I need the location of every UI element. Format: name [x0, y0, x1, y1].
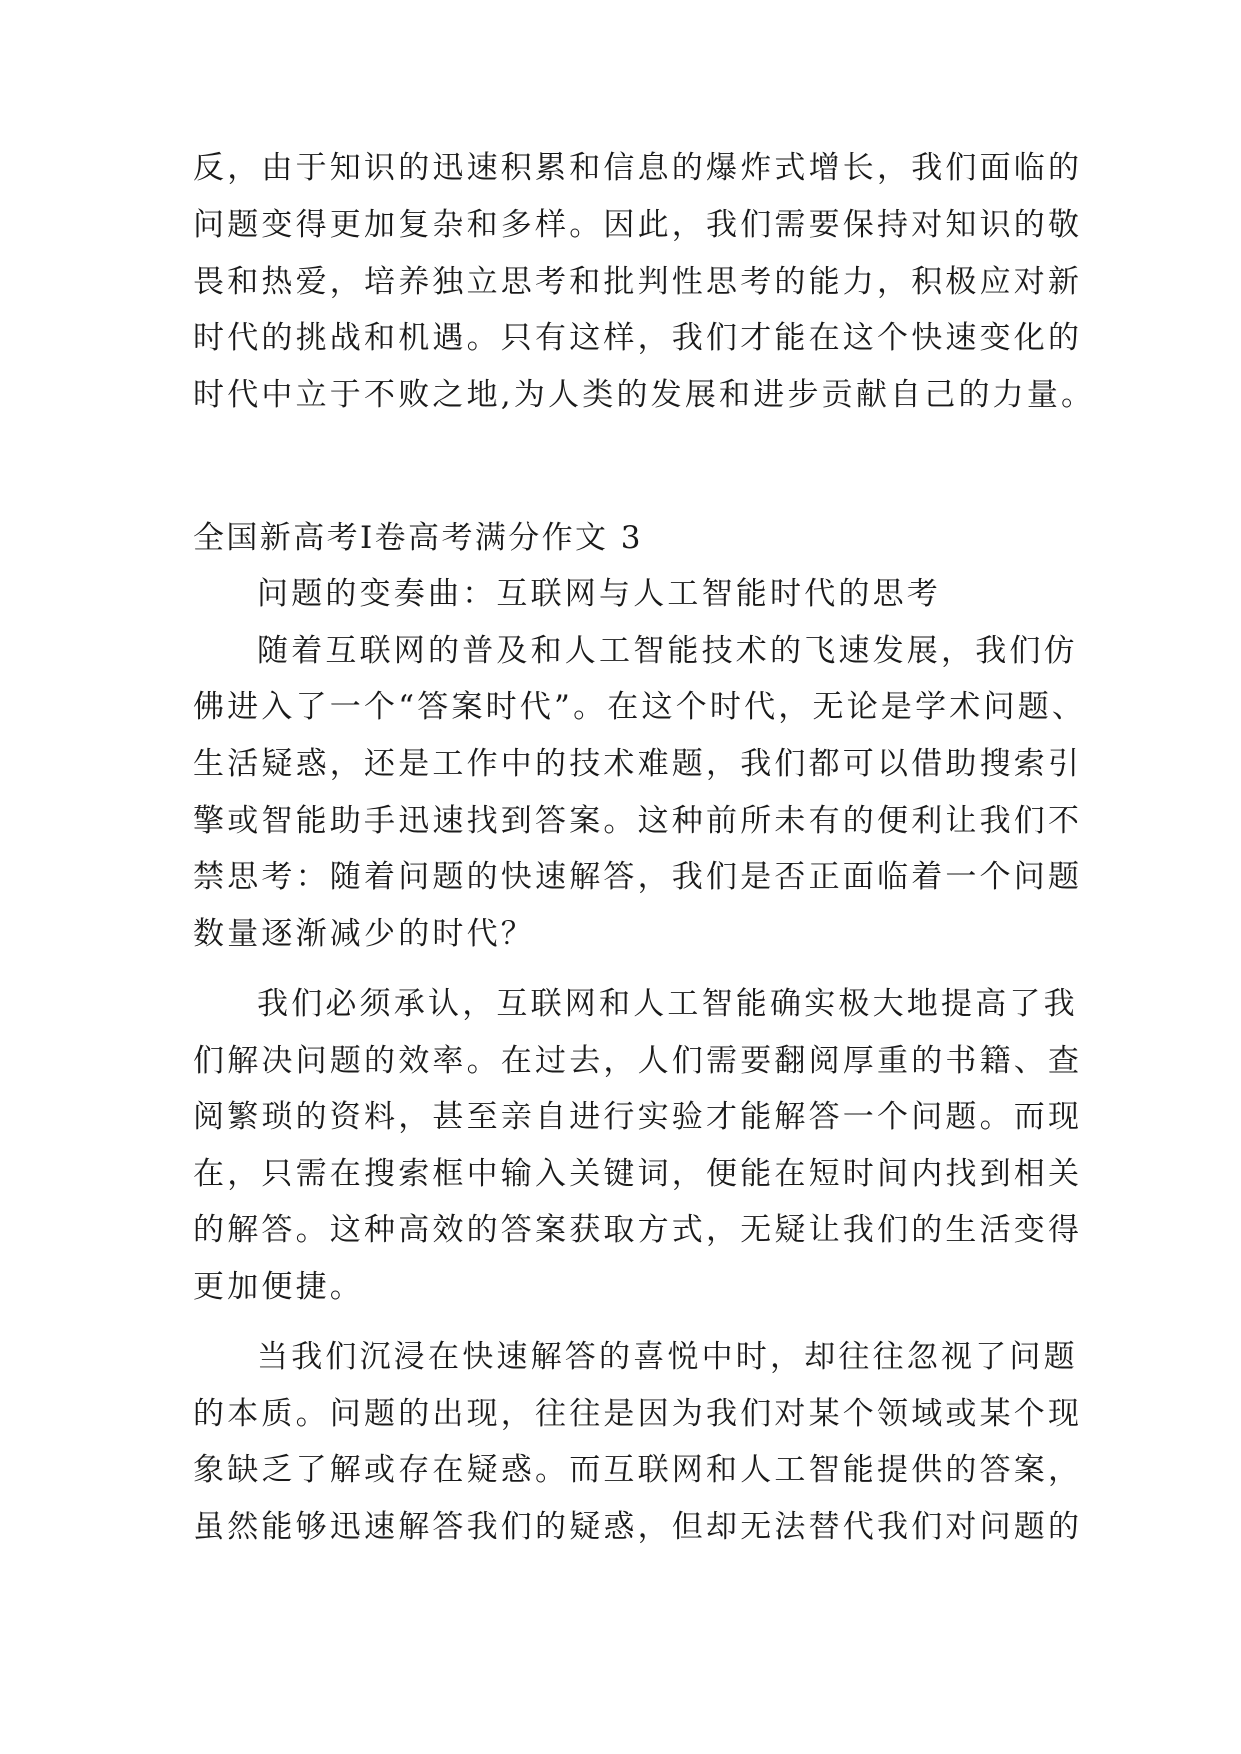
paragraph-line: 阅繁琐的资料，甚至亲自进行实验才能解答一个问题。而现: [193, 1099, 1083, 1135]
body-text-line: 时代中立于不败之地,为人类的发展和进步贡献自己的力量。: [193, 377, 1096, 413]
paragraph-line: 擎或智能助手迅速找到答案。这种前所未有的便利让我们不: [193, 803, 1083, 839]
body-text-line: 畏和热爱，培养独立思考和批判性思考的能力，积极应对新: [193, 264, 1083, 300]
paragraph-line: 虽然能够迅速解答我们的疑惑，但却无法替代我们对问题的: [193, 1509, 1083, 1545]
paragraph-line: 数量逐渐减少的时代？: [193, 916, 535, 952]
essay-title: 问题的变奏曲：互联网与人工智能时代的思考: [257, 576, 941, 612]
paragraph-line: 随着互联网的普及和人工智能技术的飞速发展，我们仿: [257, 633, 1078, 669]
paragraph-line: 生活疑惑，还是工作中的技术难题，我们都可以借助搜索引: [193, 746, 1083, 782]
paragraph-line: 更加便捷。: [193, 1269, 364, 1305]
body-text-line: 问题变得更加复杂和多样。因此，我们需要保持对知识的敬: [193, 207, 1083, 243]
body-text-line: 时代的挑战和机遇。只有这样，我们才能在这个快速变化的: [193, 320, 1083, 356]
paragraph-line: 象缺乏了解或存在疑惑。而互联网和人工智能提供的答案，: [193, 1452, 1083, 1488]
paragraph-line: 佛进入了一个“答案时代”。在这个时代，无论是学术问题、: [193, 689, 1087, 725]
paragraph-line: 们解决问题的效率。在过去，人们需要翻阅厚重的书籍、查: [193, 1043, 1083, 1079]
paragraph-line: 的本质。问题的出现，往往是因为我们对某个领域或某个现: [193, 1396, 1083, 1432]
body-text-line: 反，由于知识的迅速积累和信息的爆炸式增长，我们面临的: [193, 150, 1083, 186]
section-heading: 全国新高考Ⅰ卷高考满分作文 3: [193, 520, 643, 556]
paragraph-line: 的解答。这种高效的答案获取方式，无疑让我们的生活变得: [193, 1212, 1083, 1248]
paragraph-line: 当我们沉浸在快速解答的喜悦中时，却往往忽视了问题: [257, 1339, 1078, 1375]
paragraph-line: 禁思考：随着问题的快速解答，我们是否正面临着一个问题: [193, 859, 1083, 895]
paragraph-line: 我们必须承认，互联网和人工智能确实极大地提高了我: [257, 986, 1078, 1022]
paragraph-line: 在，只需在搜索框中输入关键词，便能在短时间内找到相关: [193, 1156, 1083, 1192]
